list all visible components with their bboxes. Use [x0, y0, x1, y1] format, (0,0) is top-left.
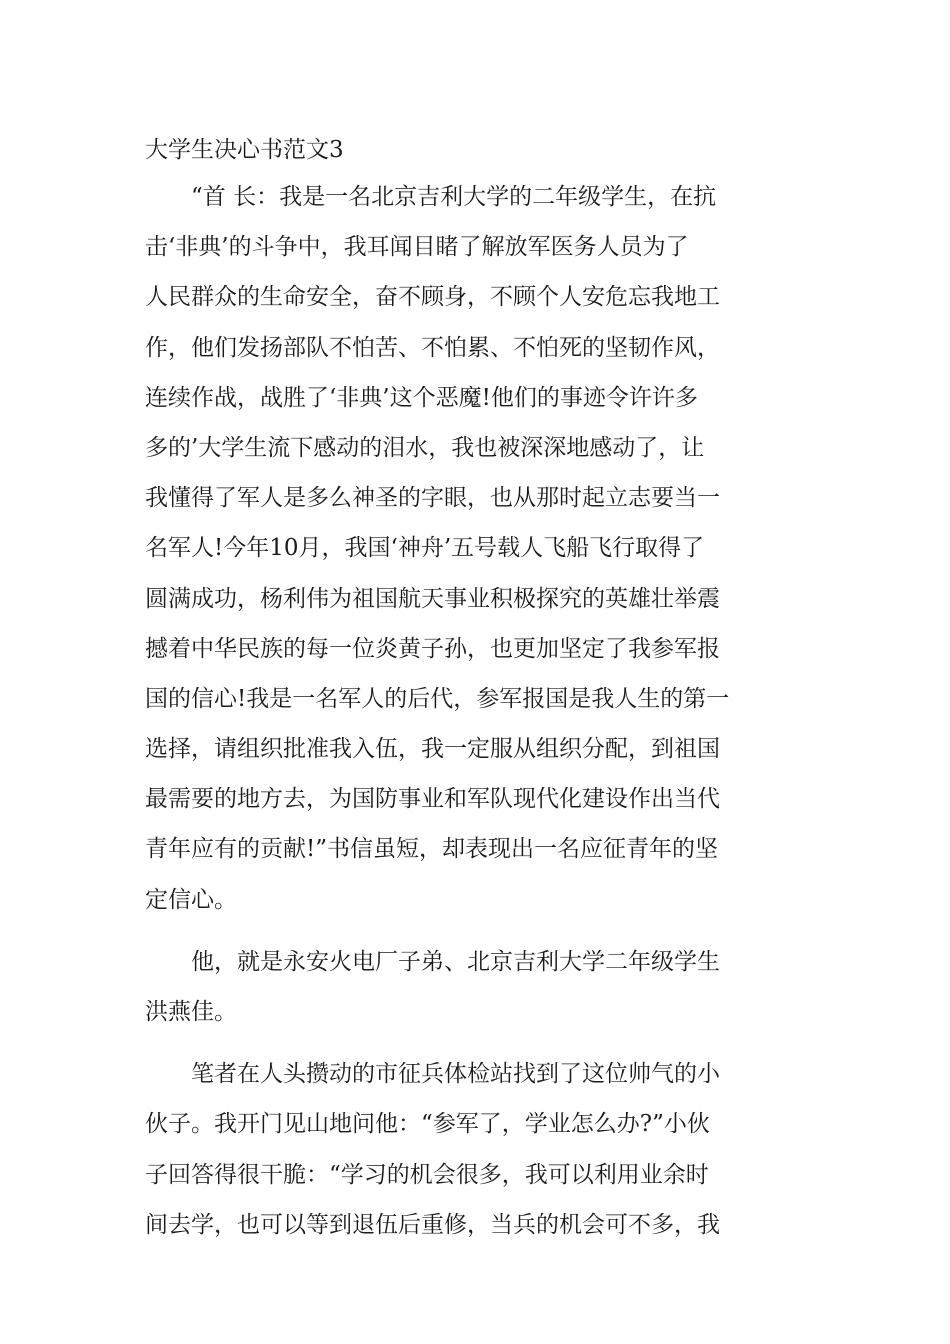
- document-body: [145, 128, 807, 1250]
- text-line: 青年应有的贡献!”书信虽短，却表现出一名应征青年的坚: [145, 836, 719, 863]
- text-line: 笔者在人头攒动的市征兵体检站找到了这位帅气的小: [145, 1061, 720, 1088]
- text-line: 圆满成功，杨利伟为祖国航天事业积极探究的英雄壮举震: [145, 585, 720, 612]
- text-line: 作，他们发扬部队不怕苦、不怕累、不怕死的坚韧作风，: [145, 334, 720, 361]
- text-line: 洪燕佳。: [145, 999, 237, 1025]
- text-line: 伙子。我开门见山地问他：“参军了，学业怎么办?”小伙: [145, 1111, 710, 1138]
- text-line: 撼着中华民族的每一位炎黄子孙，也更加坚定了我参军报: [145, 635, 720, 662]
- text-line: “首 长：我是一名北京吉利大学的二年级学生，在抗: [145, 184, 717, 210]
- text-line: 击‘非典’的斗争中，我耳闻目睹了解放军医务人员为了: [145, 234, 689, 261]
- text-line: 连续作战，战胜了‘非典’这个恶魔!他们的事迹令许许多: [145, 384, 698, 411]
- text-line: 国的信心!我是一名军人的后代，参军报国是我人生的第一: [145, 685, 730, 712]
- text-line: 最需要的地方去，为国防事业和军队现代化建设作出当代: [145, 786, 720, 813]
- paragraph-spacer: [145, 1037, 807, 1049]
- text-line: 间去学，也可以等到退伍后重修，当兵的机会可不多，我: [145, 1211, 720, 1238]
- paragraph-spacer: [145, 925, 807, 937]
- paragraph-interview: [145, 1049, 807, 1250]
- paragraph-letter: [145, 172, 807, 925]
- text-line: 多的’大学生流下感动的泪水，我也被深深地感动了，让: [145, 434, 705, 461]
- text-line: 子回答得很干脆：“学习的机会很多，我可以利用业余时: [145, 1161, 709, 1188]
- document-title: 大学生决心书范文3: [145, 137, 344, 163]
- paragraph-identity: [145, 937, 807, 1037]
- text-line: 人民群众的生命安全，奋不顾身，不顾个人安危忘我地工: [145, 284, 720, 311]
- text-line: 选择，请组织批准我入伍，我一定服从组织分配，到祖国: [145, 736, 720, 763]
- text-line: 名军人!今年10月，我国‘神舟’五号载人飞船飞行取得了: [145, 535, 705, 562]
- text-line: 他，就是永安火电厂子弟、北京吉利大学二年级学生: [145, 948, 720, 975]
- text-line: 定信心。: [145, 886, 237, 913]
- text-line: 我懂得了军人是多么神圣的字眼，也从那时起立志要当一: [145, 485, 720, 512]
